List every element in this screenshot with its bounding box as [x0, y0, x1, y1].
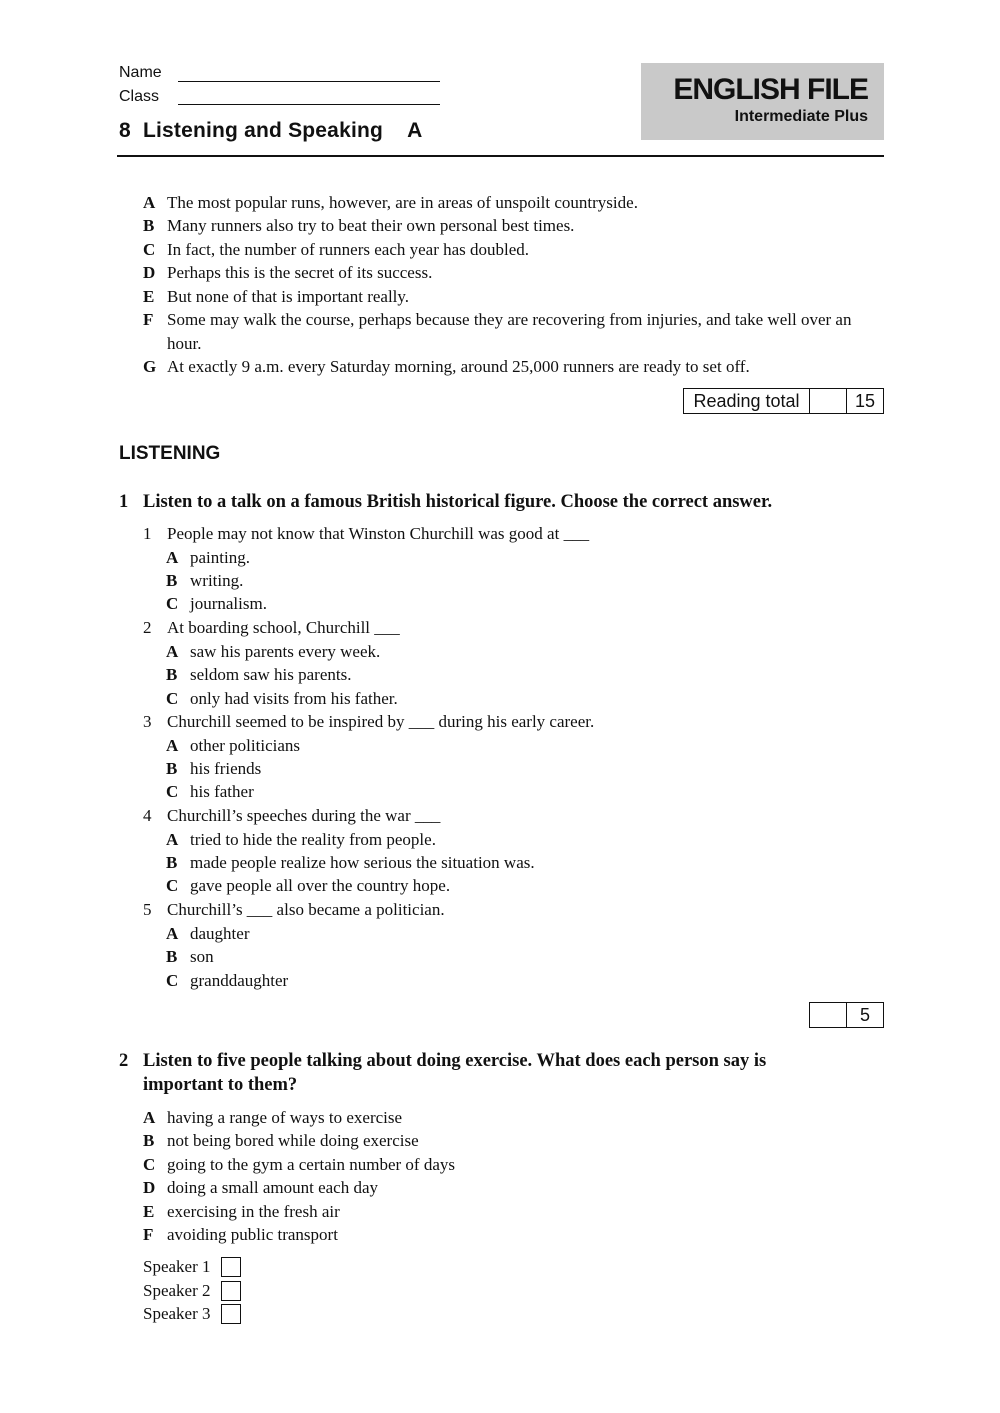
item-text: not being bored while doing exercise — [167, 1131, 419, 1150]
logo-subtitle: Intermediate Plus — [734, 108, 868, 125]
exercise-text: Listen to five people talking about doing exercise. What does each person say is important to them? — [143, 1051, 767, 1095]
class-field[interactable] — [178, 104, 440, 105]
question — [143, 804, 440, 828]
item-text: doing a small amount each day — [167, 1178, 379, 1197]
option-key: C — [166, 876, 179, 895]
exercise-number: 1 — [119, 492, 129, 512]
exercise-2-instruction — [119, 1049, 839, 1097]
test-version: A — [407, 119, 423, 142]
list-item — [143, 238, 883, 262]
item-text: Perhaps this is the secret of its success. — [167, 263, 433, 282]
option-key: A — [166, 830, 179, 849]
question-number: 3 — [143, 712, 152, 731]
question-number: 1 — [143, 524, 152, 543]
option-text: his father — [190, 782, 254, 801]
question — [143, 898, 445, 922]
option-key: C — [166, 594, 179, 613]
class-label: Class — [119, 88, 160, 105]
item-key: A — [143, 193, 156, 212]
item-key: G — [143, 357, 157, 376]
item-key: F — [143, 310, 154, 329]
exercise-number: 2 — [119, 1051, 129, 1071]
option-text: saw his parents every week. — [190, 642, 381, 661]
answer-box[interactable] — [221, 1257, 241, 1277]
answer-option[interactable] — [166, 640, 380, 664]
option-key: B — [166, 665, 178, 684]
question-text: People may not know that Winston Churchill was good at ___ — [167, 524, 590, 543]
speaker-row — [143, 1257, 241, 1277]
exercise-1-score-box — [809, 1002, 884, 1028]
name-label: Name — [119, 64, 162, 81]
item-text: The most popular runs, however, are in areas of unspoilt countryside. — [167, 193, 638, 212]
option-key: B — [166, 571, 178, 590]
option-text: only had visits from his father. — [190, 689, 398, 708]
reading-score-input[interactable] — [809, 389, 846, 413]
list-item — [143, 1153, 455, 1177]
option-text: gave people all over the country hope. — [190, 876, 451, 895]
answer-option[interactable] — [166, 546, 250, 570]
item-key: D — [143, 263, 156, 282]
answer-box[interactable] — [221, 1304, 241, 1324]
item-text: Many runners also try to beat their own personal best times. — [167, 216, 575, 235]
list-item — [143, 261, 883, 285]
question-text: Churchill seemed to be inspired by ___ during his early career. — [167, 712, 595, 731]
item-text: going to the gym a certain number of days — [167, 1155, 455, 1174]
item-key: B — [143, 216, 155, 235]
option-text: daughter — [190, 924, 250, 943]
list-item — [143, 308, 858, 355]
option-text: other politicians — [190, 736, 301, 755]
answer-option[interactable] — [166, 780, 254, 804]
option-text: tried to hide the reality from people. — [190, 830, 436, 849]
reading-total-box — [683, 388, 884, 414]
list-item — [143, 191, 883, 215]
list-item — [143, 1129, 419, 1153]
exercise-1-instruction — [119, 490, 884, 514]
unit-title: Listening and Speaking — [142, 119, 384, 142]
page-title — [119, 119, 422, 143]
item-text: exercising in the fresh air — [167, 1202, 340, 1221]
answer-option[interactable] — [166, 922, 249, 946]
question — [143, 522, 589, 546]
question — [143, 710, 594, 734]
question-number: 2 — [143, 618, 152, 637]
list-item — [143, 355, 883, 379]
answer-option[interactable] — [166, 569, 243, 593]
item-text: At exactly 9 a.m. every Saturday morning, around 25,000 runners are ready to set off. — [167, 357, 750, 376]
option-key: A — [166, 642, 179, 661]
item-key: D — [143, 1178, 156, 1197]
option-text: granddaughter — [190, 971, 289, 990]
section-heading: LISTENING — [119, 443, 221, 464]
item-key: C — [143, 240, 156, 259]
answer-option[interactable] — [166, 757, 261, 781]
option-key: B — [166, 853, 178, 872]
option-text: writing. — [190, 571, 244, 590]
list-item — [143, 1176, 378, 1200]
speaker-label: Speaker 1 — [143, 1257, 211, 1276]
reading-total-label: Reading total — [693, 390, 800, 411]
option-key: B — [166, 947, 178, 966]
item-text: Some may walk the course, perhaps because they are recovering from injuries, and take well over an hour. — [167, 310, 852, 353]
option-key: A — [166, 924, 179, 943]
question — [143, 616, 400, 640]
answer-option[interactable] — [166, 945, 214, 969]
list-item — [143, 1106, 402, 1130]
answer-option[interactable] — [166, 969, 288, 993]
item-key: F — [143, 1225, 154, 1244]
unit-number: 8 — [119, 119, 131, 142]
exercise-text: Listen to a talk on a famous British historical figure. Choose the correct answer. — [143, 492, 773, 512]
item-key: A — [143, 1108, 156, 1127]
answer-option[interactable] — [166, 663, 351, 687]
exercise-1-score-input[interactable] — [810, 1003, 846, 1027]
answer-option[interactable] — [166, 828, 436, 852]
option-text: seldom saw his parents. — [190, 665, 352, 684]
option-key: C — [166, 971, 179, 990]
option-key: A — [166, 548, 179, 567]
option-key: C — [166, 782, 179, 801]
speaker-row — [143, 1304, 241, 1324]
option-text: his friends — [190, 759, 262, 778]
option-key: B — [166, 759, 178, 778]
option-key: C — [166, 689, 179, 708]
speaker-label: Speaker 2 — [143, 1281, 211, 1300]
question-text: Churchill’s speeches during the war ___ — [167, 806, 441, 825]
option-text: made people realize how serious the situation was. — [190, 853, 535, 872]
reading-max-score: 15 — [846, 389, 883, 413]
item-text: In fact, the number of runners each year has doubled. — [167, 240, 530, 259]
item-key: C — [143, 1155, 156, 1174]
logo — [641, 63, 884, 140]
option-text: journalism. — [190, 594, 267, 613]
question-text: Churchill’s ___ also became a politician. — [167, 900, 445, 919]
logo-title: ENGLISH FILE — [673, 73, 868, 106]
list-item — [143, 285, 883, 309]
answer-option[interactable] — [166, 592, 267, 616]
option-text: son — [190, 947, 214, 966]
question-number: 5 — [143, 900, 152, 919]
question-number: 4 — [143, 806, 152, 825]
item-key: E — [143, 1202, 155, 1221]
name-field[interactable] — [178, 81, 440, 82]
exercise-1-max-score: 5 — [846, 1003, 883, 1027]
answer-option[interactable] — [166, 874, 450, 898]
speaker-row — [143, 1281, 241, 1301]
item-text: having a range of ways to exercise — [167, 1108, 403, 1127]
item-key: E — [143, 287, 155, 306]
list-item — [143, 214, 883, 238]
list-item — [143, 1200, 340, 1224]
option-text: painting. — [190, 548, 250, 567]
list-item — [143, 1223, 338, 1247]
question-text: At boarding school, Churchill ___ — [167, 618, 400, 637]
item-key: B — [143, 1131, 155, 1150]
item-text: But none of that is important really. — [167, 287, 410, 306]
answer-option[interactable] — [166, 687, 398, 711]
option-key: A — [166, 736, 179, 755]
header-divider — [117, 155, 884, 157]
item-text: avoiding public transport — [167, 1225, 338, 1244]
answer-option[interactable] — [166, 851, 535, 875]
answer-box[interactable] — [221, 1281, 241, 1301]
speaker-label: Speaker 3 — [143, 1304, 211, 1323]
answer-option[interactable] — [166, 734, 300, 758]
